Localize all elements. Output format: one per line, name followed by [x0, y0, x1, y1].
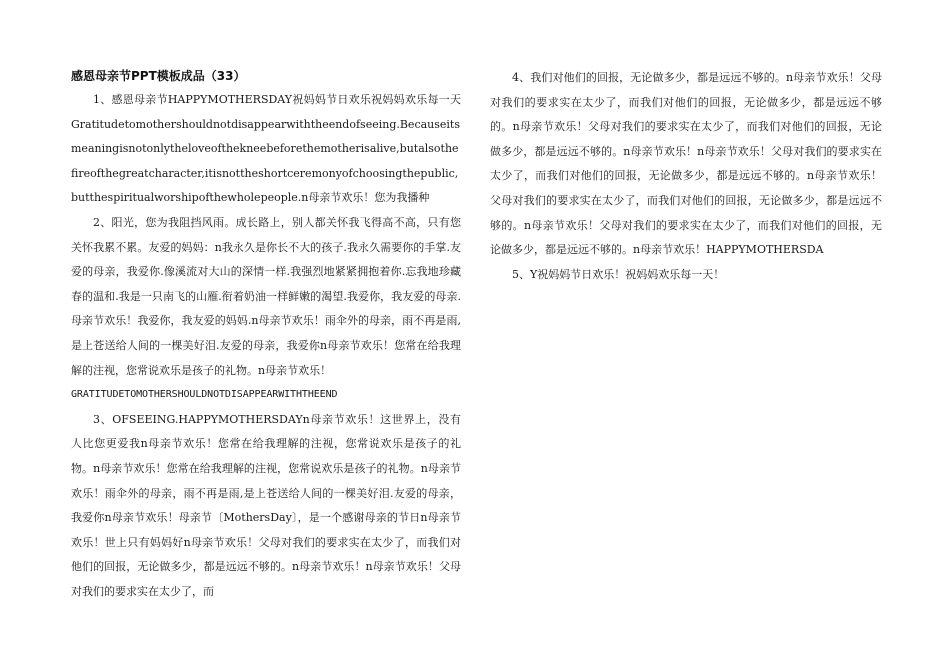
- paragraph-5: 5、Y祝妈妈节日欢乐！祝妈妈欢乐每一天！: [512, 267, 725, 281]
- paragraph-2: 2、阳光，您为我阻挡风雨。成长路上，别人都关怀我飞得高不高，只有您关怀我累不累。友爱的妈妈：n我永久是你长不大的孩子.我永久需要你的手掌.友爱的母亲，我爱你.像溪流对大山的深情一样.我强烈地紧紧拥抱着你.忘我地珍藏春的温和.我是一只南飞的山雁.衔着奶油一样鲜嫩的渴望.我爱你，我友爱的母亲.母亲节欢乐！我爱你，我友爱的妈妈.n母亲节欢乐！雨伞外的母亲，雨不再是雨,是上苍送给人间的一棵美好泪.友爱的母亲，我爱你n母亲节欢乐！您常在给我理解的注视，您常说欢乐是孩子的礼物。n母亲节欢乐！: [71, 215, 461, 377]
- paragraph-1: 1、感恩母亲节HAPPYMOTHERSDAY祝妈妈节日欢乐祝妈妈欢乐每一天Gratitudetomothershouldnotdisappearwiththeendofseeing.Becauseitsmeaningisnotonlytheloveofthekneebeforethemotherisalive,butalsothefireofthegreatcharacter,itisnottheshortceremonyofchoosingthepublic,butthespiritualworshipofthewholepeople.n母亲节欢乐！您为我播种: [71, 93, 461, 205]
- paragraph-3: 3、OFSEEING.HAPPYMOTHERSDAYn母亲节欢乐！这世界上，没有人比您更爱我n母亲节欢乐！您常在给我理解的注视，您常说欢乐是孩子的礼物。n母亲节欢乐！您常在给我理解的注视，您常说欢乐是孩子的礼物。n母亲节欢乐！雨伞外的母亲，雨不再是雨,是上苍送给人间的一棵美好泪.友爱的母亲，我爱你n母亲节欢乐！母亲节〔MothersDay〕，是一个感谢母亲的节日n母亲节欢乐！世上只有妈妈好n母亲节欢乐！父母对我们的要求实在太少了，而我们对他们的回报，无论做多少，都是远远不够的。n母亲节欢乐！n母亲节欢乐！父母对我们的要求实在太少了，而: [71, 412, 461, 598]
- paragraph-4: 4、我们对他们的回报，无论做多少，都是远远不够的。n母亲节欢乐！父母对我们的要求实在太少了，而我们对他们的回报，无论做多少，都是远远不够的。n母亲节欢乐！父母对我们的要求实在太少了，而我们对他们的回报，无论做多少，都是远远不够的。n母亲节欢乐！n母亲节欢乐！父母对我们的要求实在太少了，而我们对他们的回报，无论做多少，都是远远不够的。n母亲节欢乐！父母对我们的要求实在太少了，而我们对他们的回报，无论做多少，都是远远不够的。n母亲节欢乐！父母对我们的要求实在太少了，而我们对他们的回报，无论做多少，都是远远不够的。n母亲节欢乐！HAPPYMOTHERSDA: [490, 71, 882, 257]
- document-title: 感恩母亲节PPT模板成品（33）: [71, 69, 246, 83]
- right-column: [490, 66, 882, 287]
- left-column: [71, 66, 461, 604]
- paragraph-uppercase-line: GRATITUDETOMOTHERSHOULDNOTDISAPPEARWITHTHEEND: [71, 389, 338, 401]
